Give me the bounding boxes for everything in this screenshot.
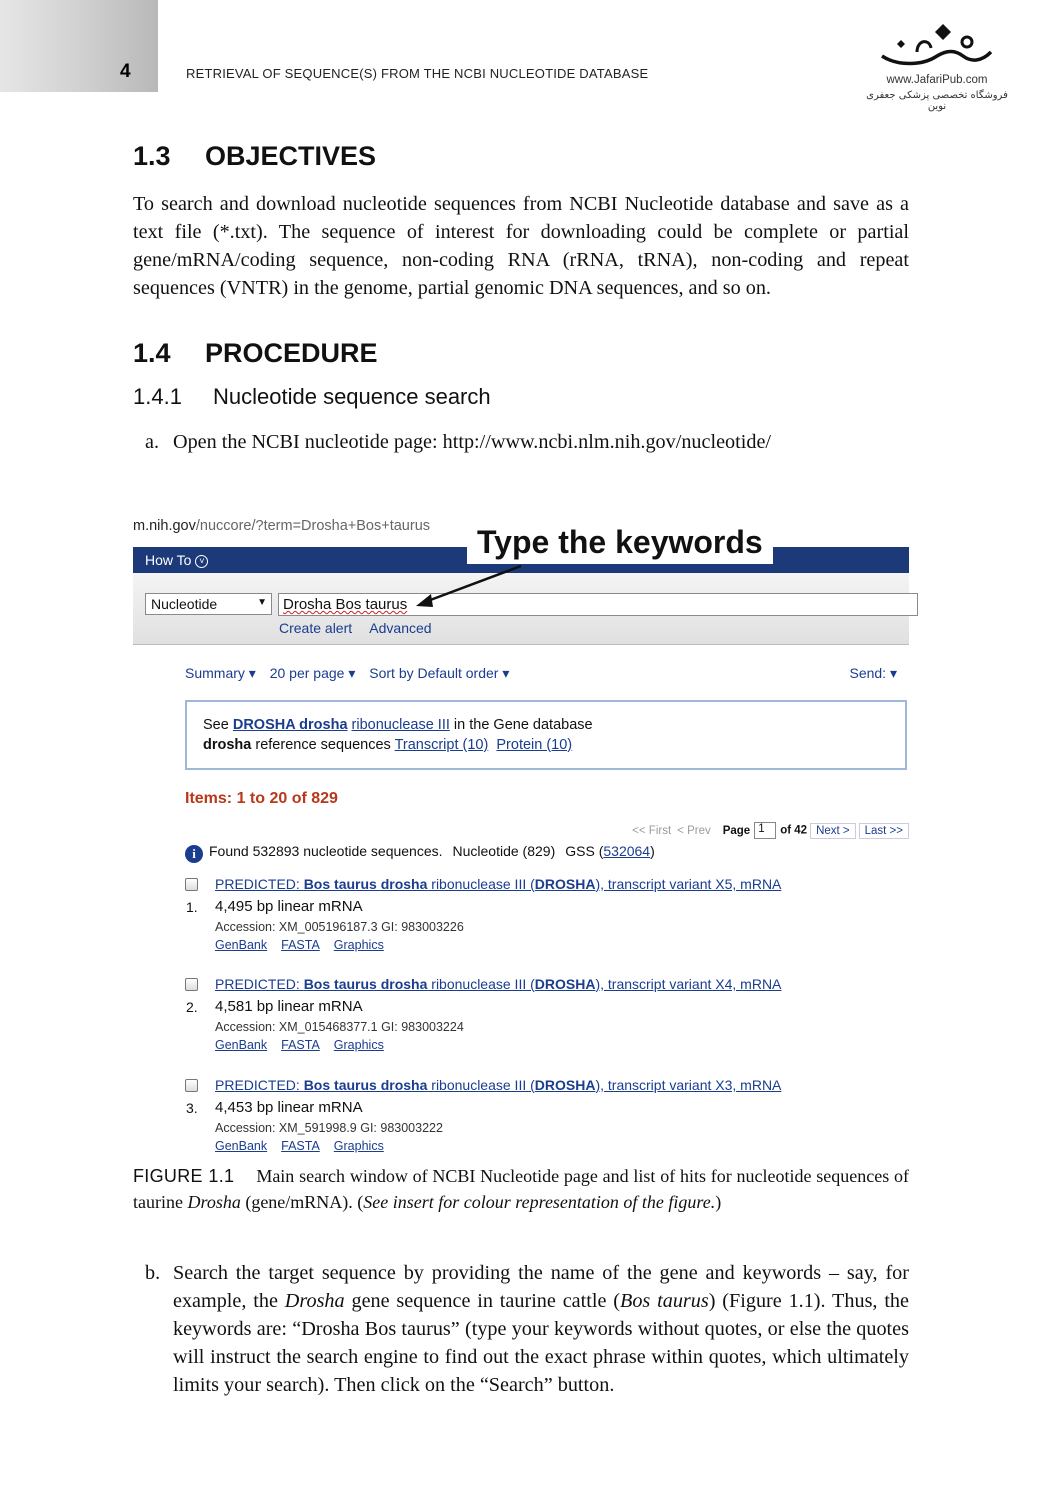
gene-ref-bold: drosha	[203, 737, 252, 753]
items-count: Items: 1 to 20 of 829	[185, 790, 338, 807]
result-length: 4,495 bp linear mRNA	[215, 898, 363, 915]
logo-url: www.JafariPub.com	[886, 74, 988, 86]
result-checkbox[interactable]	[185, 978, 198, 991]
objectives-paragraph: To search and download nucleotide sequences from NCBI Nucleotide database and save as a text file (*.txt). The sequence of interest for downloading could be complete or partial gene/mRNA/coding sequence, non-coding RNA (rRNA, tRNA), non-coding and repeat sequences (VNTR) in the genome, partial genomic DNA sequences, and so on.	[133, 193, 909, 299]
chevron-down-icon: ˅	[195, 555, 208, 568]
found-nucleotide: Nucleotide (829)	[452, 843, 556, 859]
fasta-link[interactable]: FASTA	[281, 938, 320, 952]
advanced-link[interactable]: Advanced	[369, 620, 432, 636]
found-summary	[185, 843, 655, 863]
section-heading-objectives	[133, 141, 376, 172]
result-title-link[interactable]: PREDICTED: Bos taurus drosha ribonuclease III (DROSHA), transcript variant X5, mRNA	[215, 876, 782, 892]
search-sublinks	[279, 620, 446, 636]
result-checkbox[interactable]	[185, 878, 198, 891]
gene-database-box	[185, 700, 907, 770]
graphics-link[interactable]: Graphics	[333, 1038, 384, 1052]
send-dropdown[interactable]: Send: ▾	[849, 665, 897, 681]
info-icon: i	[185, 845, 203, 863]
url-path: /nuccore/?term=Drosha+Bos+taurus	[195, 518, 431, 534]
section-number: 1.3	[133, 141, 171, 171]
publisher-logo	[862, 22, 1012, 122]
genbank-link[interactable]: GenBank	[215, 1139, 268, 1153]
result-length: 4,453 bp linear mRNA	[215, 1099, 363, 1116]
result-index: 3.	[186, 1100, 198, 1116]
search-query: Drosha Bos taurus	[283, 596, 408, 613]
pager-first[interactable]: << First	[632, 824, 672, 837]
fasta-link[interactable]: FASTA	[281, 1038, 320, 1052]
pager-prev[interactable]: < Prev	[677, 824, 711, 837]
page-number-block	[0, 0, 158, 92]
gene-link-ribonuclease[interactable]: ribonuclease III	[351, 717, 450, 733]
gene-link-drosha[interactable]: DROSHA drosha	[232, 717, 348, 733]
url-host: m.nih.gov	[133, 518, 196, 534]
figure-caption	[133, 1163, 909, 1215]
gene-see-text: See	[203, 717, 229, 733]
ncbi-screenshot-figure	[133, 514, 909, 1153]
subsection-number: 1.4.1	[133, 384, 182, 409]
howto-label: How To	[145, 552, 192, 568]
page-number: 4	[120, 61, 131, 82]
step-a	[145, 428, 909, 456]
gene-tail-text: in the Gene database	[453, 717, 593, 733]
result-index: 1.	[186, 899, 198, 915]
pager-last[interactable]: Last >>	[859, 823, 909, 839]
subsection-title: Nucleotide sequence search	[213, 384, 491, 409]
section-title: OBJECTIVES	[205, 141, 377, 171]
section-heading-procedure	[133, 338, 378, 369]
caption-text: Main search window of NCBI Nucleotide page and list of hits for nucleotide sequences of taurine	[133, 1166, 910, 1212]
section-title: PROCEDURE	[205, 338, 378, 368]
step-b-text: Search the target sequence by providing the name of the gene and keywords – say, for example, the Drosha gene sequence in taurine cattle (Bos taurus) (Figure 1.1). Thus, the keywords are: “Drosha Bos taurus” (type your keywords without quotes, or else the quotes will instruct the search engine to find out the exact phrase within quotes, which ultimately limits your search). Then click on the “Search” button.	[173, 1262, 909, 1396]
annotation-callout: Type the keywords	[467, 520, 773, 564]
step-marker: a.	[145, 431, 160, 453]
subsection-heading	[133, 384, 491, 410]
database-select-value: Nucleotide	[151, 596, 218, 612]
search-bar	[133, 573, 909, 645]
result-checkbox[interactable]	[185, 1079, 198, 1092]
step-a-text: Open the NCBI nucleotide page: http://www.ncbi.nlm.nih.gov/nucleotide/	[173, 431, 772, 453]
found-text: Found 532893 nucleotide sequences.	[209, 843, 443, 859]
figure-label: FIGURE 1.1	[133, 1166, 235, 1186]
pager-page-input[interactable]: 1	[754, 822, 776, 839]
result-title-link[interactable]: PREDICTED: Bos taurus drosha ribonuclease III (DROSHA), transcript variant X4, mRNA	[215, 976, 782, 992]
found-gss-close: )	[650, 843, 655, 859]
result-index: 2.	[186, 999, 198, 1015]
step-marker: b.	[145, 1262, 161, 1284]
address-bar-url	[133, 518, 430, 534]
result-links	[215, 938, 398, 952]
fasta-link[interactable]: FASTA	[281, 1139, 320, 1153]
caption-drosha: Drosha	[187, 1192, 241, 1212]
step-b	[145, 1259, 909, 1399]
gene-ref-text: reference sequences	[255, 737, 391, 753]
per-page-dropdown[interactable]: 20 per page ▾	[269, 665, 356, 681]
pager-page-label: Page	[722, 824, 751, 837]
result-title-link[interactable]: PREDICTED: Bos taurus drosha ribonuclease III (DROSHA), transcript variant X3, mRNA	[215, 1077, 782, 1093]
result-accession: Accession: XM_015468377.1 GI: 983003224	[215, 1020, 464, 1034]
pager-next[interactable]: Next >	[810, 823, 856, 839]
caption-note: See insert for colour representation of the figure.	[363, 1192, 716, 1212]
graphics-link[interactable]: Graphics	[333, 1139, 384, 1153]
result-accession: Accession: XM_005196187.3 GI: 983003226	[215, 920, 464, 934]
protein-link[interactable]: Protein (10)	[496, 737, 573, 753]
caption-text-2: (gene/mRNA). (	[240, 1192, 364, 1212]
result-accession: Accession: XM_591998.9 GI: 983003222	[215, 1121, 443, 1135]
sort-dropdown[interactable]: Sort by Default order ▾	[369, 665, 510, 681]
search-input[interactable]	[278, 593, 918, 616]
pager	[632, 822, 909, 839]
found-gss: GSS (	[565, 843, 604, 859]
create-alert-link[interactable]: Create alert	[279, 620, 353, 636]
dropdown-arrow-icon: ▼	[257, 597, 267, 608]
graphics-link[interactable]: Graphics	[333, 938, 384, 952]
gss-link[interactable]: 532064	[603, 843, 651, 859]
result-links	[215, 1038, 398, 1052]
logo-calligraphy-icon	[877, 22, 997, 72]
pager-of-label: of 42	[780, 824, 808, 837]
caption-text-3: )	[715, 1192, 722, 1212]
result-length: 4,581 bp linear mRNA	[215, 998, 363, 1015]
genbank-link[interactable]: GenBank	[215, 938, 268, 952]
transcript-link[interactable]: Transcript (10)	[394, 737, 489, 753]
section-number: 1.4	[133, 338, 171, 368]
database-select[interactable]	[145, 593, 272, 615]
running-title: RETRIEVAL OF SEQUENCE(S) FROM THE NCBI NUCLEOTIDE DATABASE	[186, 66, 649, 81]
logo-persian-text: فروشگاه تخصصی پزشکی جعفری نوین	[866, 90, 1008, 112]
summary-dropdown[interactable]: Summary ▾	[185, 665, 256, 681]
howto-menu[interactable]	[145, 552, 208, 568]
result-links	[215, 1139, 398, 1153]
genbank-link[interactable]: GenBank	[215, 1038, 268, 1052]
results-toolbar	[185, 665, 519, 682]
